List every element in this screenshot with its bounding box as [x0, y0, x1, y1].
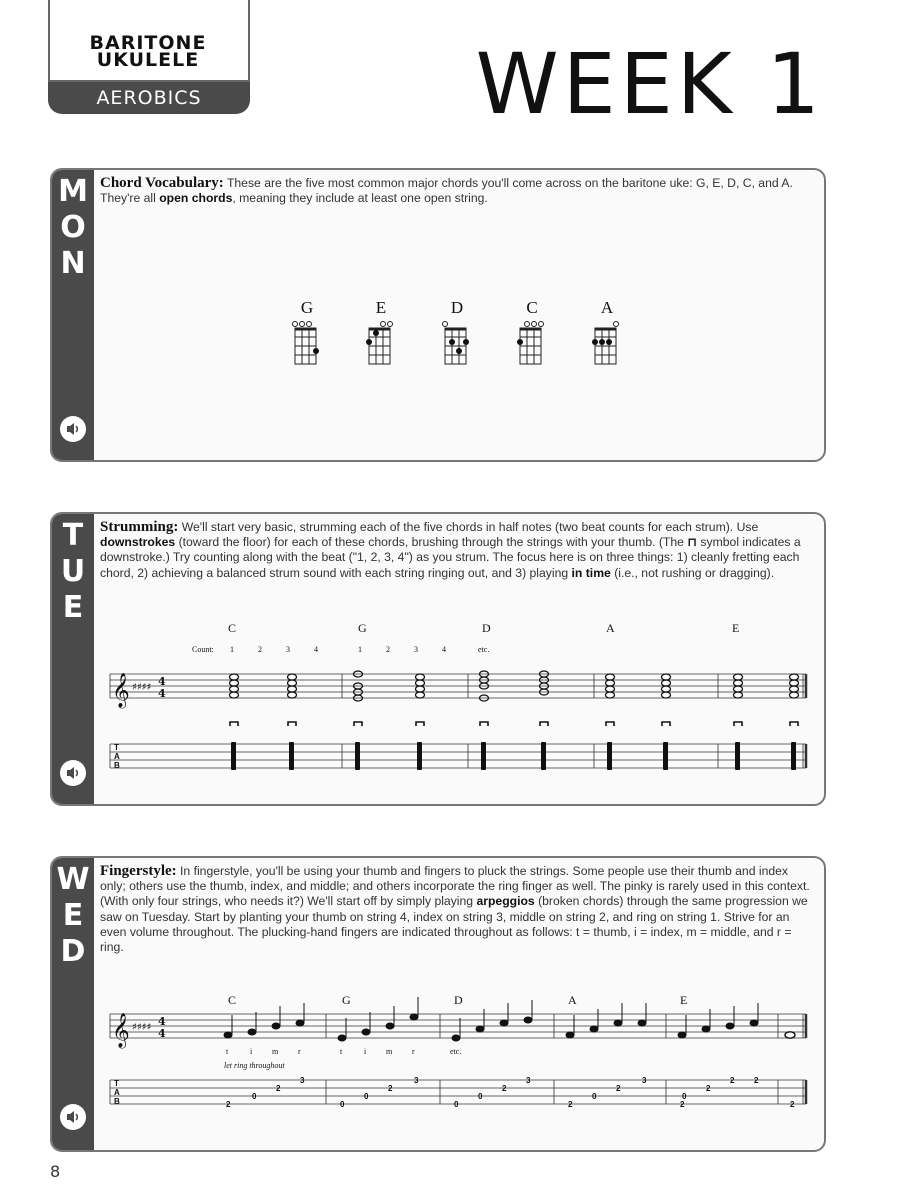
day-letter: N — [60, 246, 86, 281]
svg-text:4: 4 — [158, 1015, 166, 1028]
tab-number: 3 — [414, 1076, 419, 1085]
tab-number: 3 — [300, 1076, 305, 1085]
fingerstyle-notation — [106, 988, 818, 1138]
tab-number: 2 — [790, 1100, 795, 1109]
day-letter: W — [56, 862, 90, 897]
svg-text:♯♯♯♯: ♯♯♯♯ — [132, 682, 152, 693]
bold-term: downstrokes — [100, 535, 176, 550]
whole-note — [785, 1032, 795, 1038]
chord-name: C — [526, 298, 538, 317]
tab-number: 2 — [502, 1084, 507, 1093]
downstroke-symbol: ⊓ — [687, 535, 698, 550]
tuesday-text — [100, 520, 814, 581]
finger-label: t — [226, 1047, 229, 1056]
count-number: 4 — [442, 645, 446, 654]
page-number: 8 — [50, 1162, 61, 1181]
speaker-icon[interactable] — [60, 760, 86, 786]
day-letter: D — [60, 934, 86, 969]
chord-symbol: E — [680, 993, 688, 1007]
tab-number: 2 — [730, 1076, 735, 1085]
body-text: In fingerstyle, you'll be using your thumb and fingers to pluck the strings. Some people use their thumb and index only; others use the thumb, index, and middle; and others incorporate the ring finger as well. The pinky is rarely used in this context. (With only four strings, who needs it?) We'll start off by simply playing — [100, 864, 810, 909]
finger-label: r — [298, 1047, 301, 1056]
tab-number: 0 — [454, 1100, 459, 1109]
finger-label: r — [412, 1047, 415, 1056]
svg-text:𝄞: 𝄞 — [112, 1013, 130, 1048]
count-number: 3 — [414, 645, 418, 654]
section-heading: Chord Vocabulary: — [100, 175, 224, 191]
tab-number: 2 — [388, 1084, 393, 1093]
count-number: 3 — [286, 645, 290, 654]
tab-number: 0 — [340, 1100, 345, 1109]
day-letter: E — [62, 590, 84, 625]
body-text: (toward the floor) for each of these chords, brushing through the strings with your thumb. (The — [175, 535, 688, 550]
logo-line-aerobics: AEROBICS — [48, 82, 250, 114]
chord-name: D — [450, 298, 464, 317]
day-letter: O — [60, 210, 86, 245]
tab-number: 2 — [226, 1100, 231, 1109]
tab-number: 0 — [364, 1092, 369, 1101]
chord-symbol: D — [454, 993, 463, 1007]
count-number: etc. — [478, 645, 490, 654]
day-sidebar — [52, 514, 94, 804]
count-number: 2 — [258, 645, 262, 654]
tab-number: 0 — [252, 1092, 257, 1101]
page-title: WEEK 1 — [475, 35, 824, 133]
svg-text:4: 4 — [158, 675, 166, 688]
chord-symbol: A — [606, 621, 615, 635]
tab-number: 2 — [706, 1084, 711, 1093]
chord-name: G — [300, 298, 314, 317]
monday-text — [100, 176, 814, 206]
chord-symbol: E — [732, 621, 740, 635]
tab-number: 2 — [276, 1084, 281, 1093]
tab-chord-stacks — [231, 742, 796, 770]
count-number: 1 — [230, 645, 234, 654]
chord-symbol: C — [228, 621, 237, 635]
tab-letter: A — [114, 1088, 120, 1097]
logo-line-ukulele: UKULELE — [96, 49, 200, 71]
tab-letter: B — [114, 761, 120, 770]
day-letter: U — [60, 554, 86, 589]
downstroke-marks — [230, 722, 798, 726]
chord-symbol: G — [342, 993, 351, 1007]
tab-number: 3 — [526, 1076, 531, 1085]
body-text: (i.e., not rushing or dragging). — [610, 565, 775, 580]
body-text: , meaning they include at least one open string. — [232, 191, 488, 206]
finger-label: i — [364, 1047, 367, 1056]
body-text: We'll start very basic, strumming each of the five chords in half notes (two beat counts for each strum). Use — [178, 520, 759, 534]
count-label: Count: — [192, 645, 214, 654]
speaker-icon[interactable] — [60, 416, 86, 442]
tab-number: 2 — [568, 1100, 573, 1109]
chord-symbol: G — [358, 621, 367, 635]
bold-term: in time — [571, 565, 611, 580]
chord-symbol: D — [482, 621, 491, 635]
quarter-notes — [224, 997, 758, 1041]
monday-panel — [50, 168, 826, 462]
chord-name: A — [600, 298, 614, 317]
logo-line-baritone: BARITONE — [89, 32, 207, 54]
let-ring-label: let ring throughout — [224, 1061, 285, 1070]
section-heading: Fingerstyle: — [100, 863, 177, 879]
chord-name: E — [375, 298, 387, 317]
count-number: 1 — [358, 645, 362, 654]
bold-term: arpeggios — [476, 894, 535, 909]
tab-letter: T — [114, 1079, 119, 1088]
strumming-notation — [106, 614, 818, 784]
tab-number: 0 — [592, 1092, 597, 1101]
finger-label: m — [386, 1047, 393, 1056]
tab-number: 2 — [754, 1076, 759, 1085]
bold-term: open chords — [159, 191, 233, 206]
svg-text:4: 4 — [158, 687, 166, 700]
svg-text:♯♯♯♯: ♯♯♯♯ — [132, 1022, 152, 1033]
tab-number: 0 — [682, 1092, 687, 1101]
finger-label: m — [272, 1047, 279, 1056]
tuesday-panel — [50, 512, 826, 806]
body-text: symbol indicates a downstroke.) Try counting along with the beat ("1, 2, 3, 4") as you strum. The focus here is on three things: 1) cleanly fretting each chord, 2) achieving a balanced strum sound with each string ringing out, and 3) playing — [100, 535, 801, 580]
day-letter: E — [62, 898, 84, 933]
svg-text:4: 4 — [158, 1027, 166, 1040]
wednesday-text — [100, 864, 814, 955]
svg-text:𝄞: 𝄞 — [112, 673, 130, 708]
tab-number: 3 — [642, 1076, 647, 1085]
chord-symbol: C — [228, 993, 237, 1007]
wednesday-panel — [50, 856, 826, 1152]
finger-label: etc. — [450, 1047, 462, 1056]
tab-letter: A — [114, 752, 120, 761]
book-logo — [48, 0, 250, 114]
tab-number: 0 — [478, 1092, 483, 1101]
chord-symbol: A — [568, 993, 577, 1007]
body-text: (broken chords) through the same progression we saw on Tuesday. Start by planting your thumb on string 4, index on string 3, middle on string 2, and ring on string 1. Strive for an even volume throughout. The plucking-hand fingers are indicated throughout as follows: t = thumb, i = index, m = middle, and r = ring. — [100, 894, 808, 955]
finger-label: i — [250, 1047, 253, 1056]
day-letter: M — [58, 174, 88, 209]
count-number: 4 — [314, 645, 318, 654]
section-heading: Strumming: — [100, 519, 179, 535]
tab-letter: B — [114, 1097, 120, 1106]
count-number: 2 — [386, 645, 390, 654]
tab-letter: T — [114, 743, 119, 752]
speaker-icon[interactable] — [60, 1104, 86, 1130]
day-sidebar — [52, 858, 94, 1150]
tab-number: 2 — [616, 1084, 621, 1093]
tab-number: 2 — [680, 1100, 685, 1109]
day-sidebar — [52, 170, 94, 460]
finger-label: t — [340, 1047, 343, 1056]
body-text: These are the five most common major chords you'll come across on the baritone uke: G, E, D, C, and A. They're all — [100, 176, 793, 206]
day-letter: T — [62, 518, 84, 553]
